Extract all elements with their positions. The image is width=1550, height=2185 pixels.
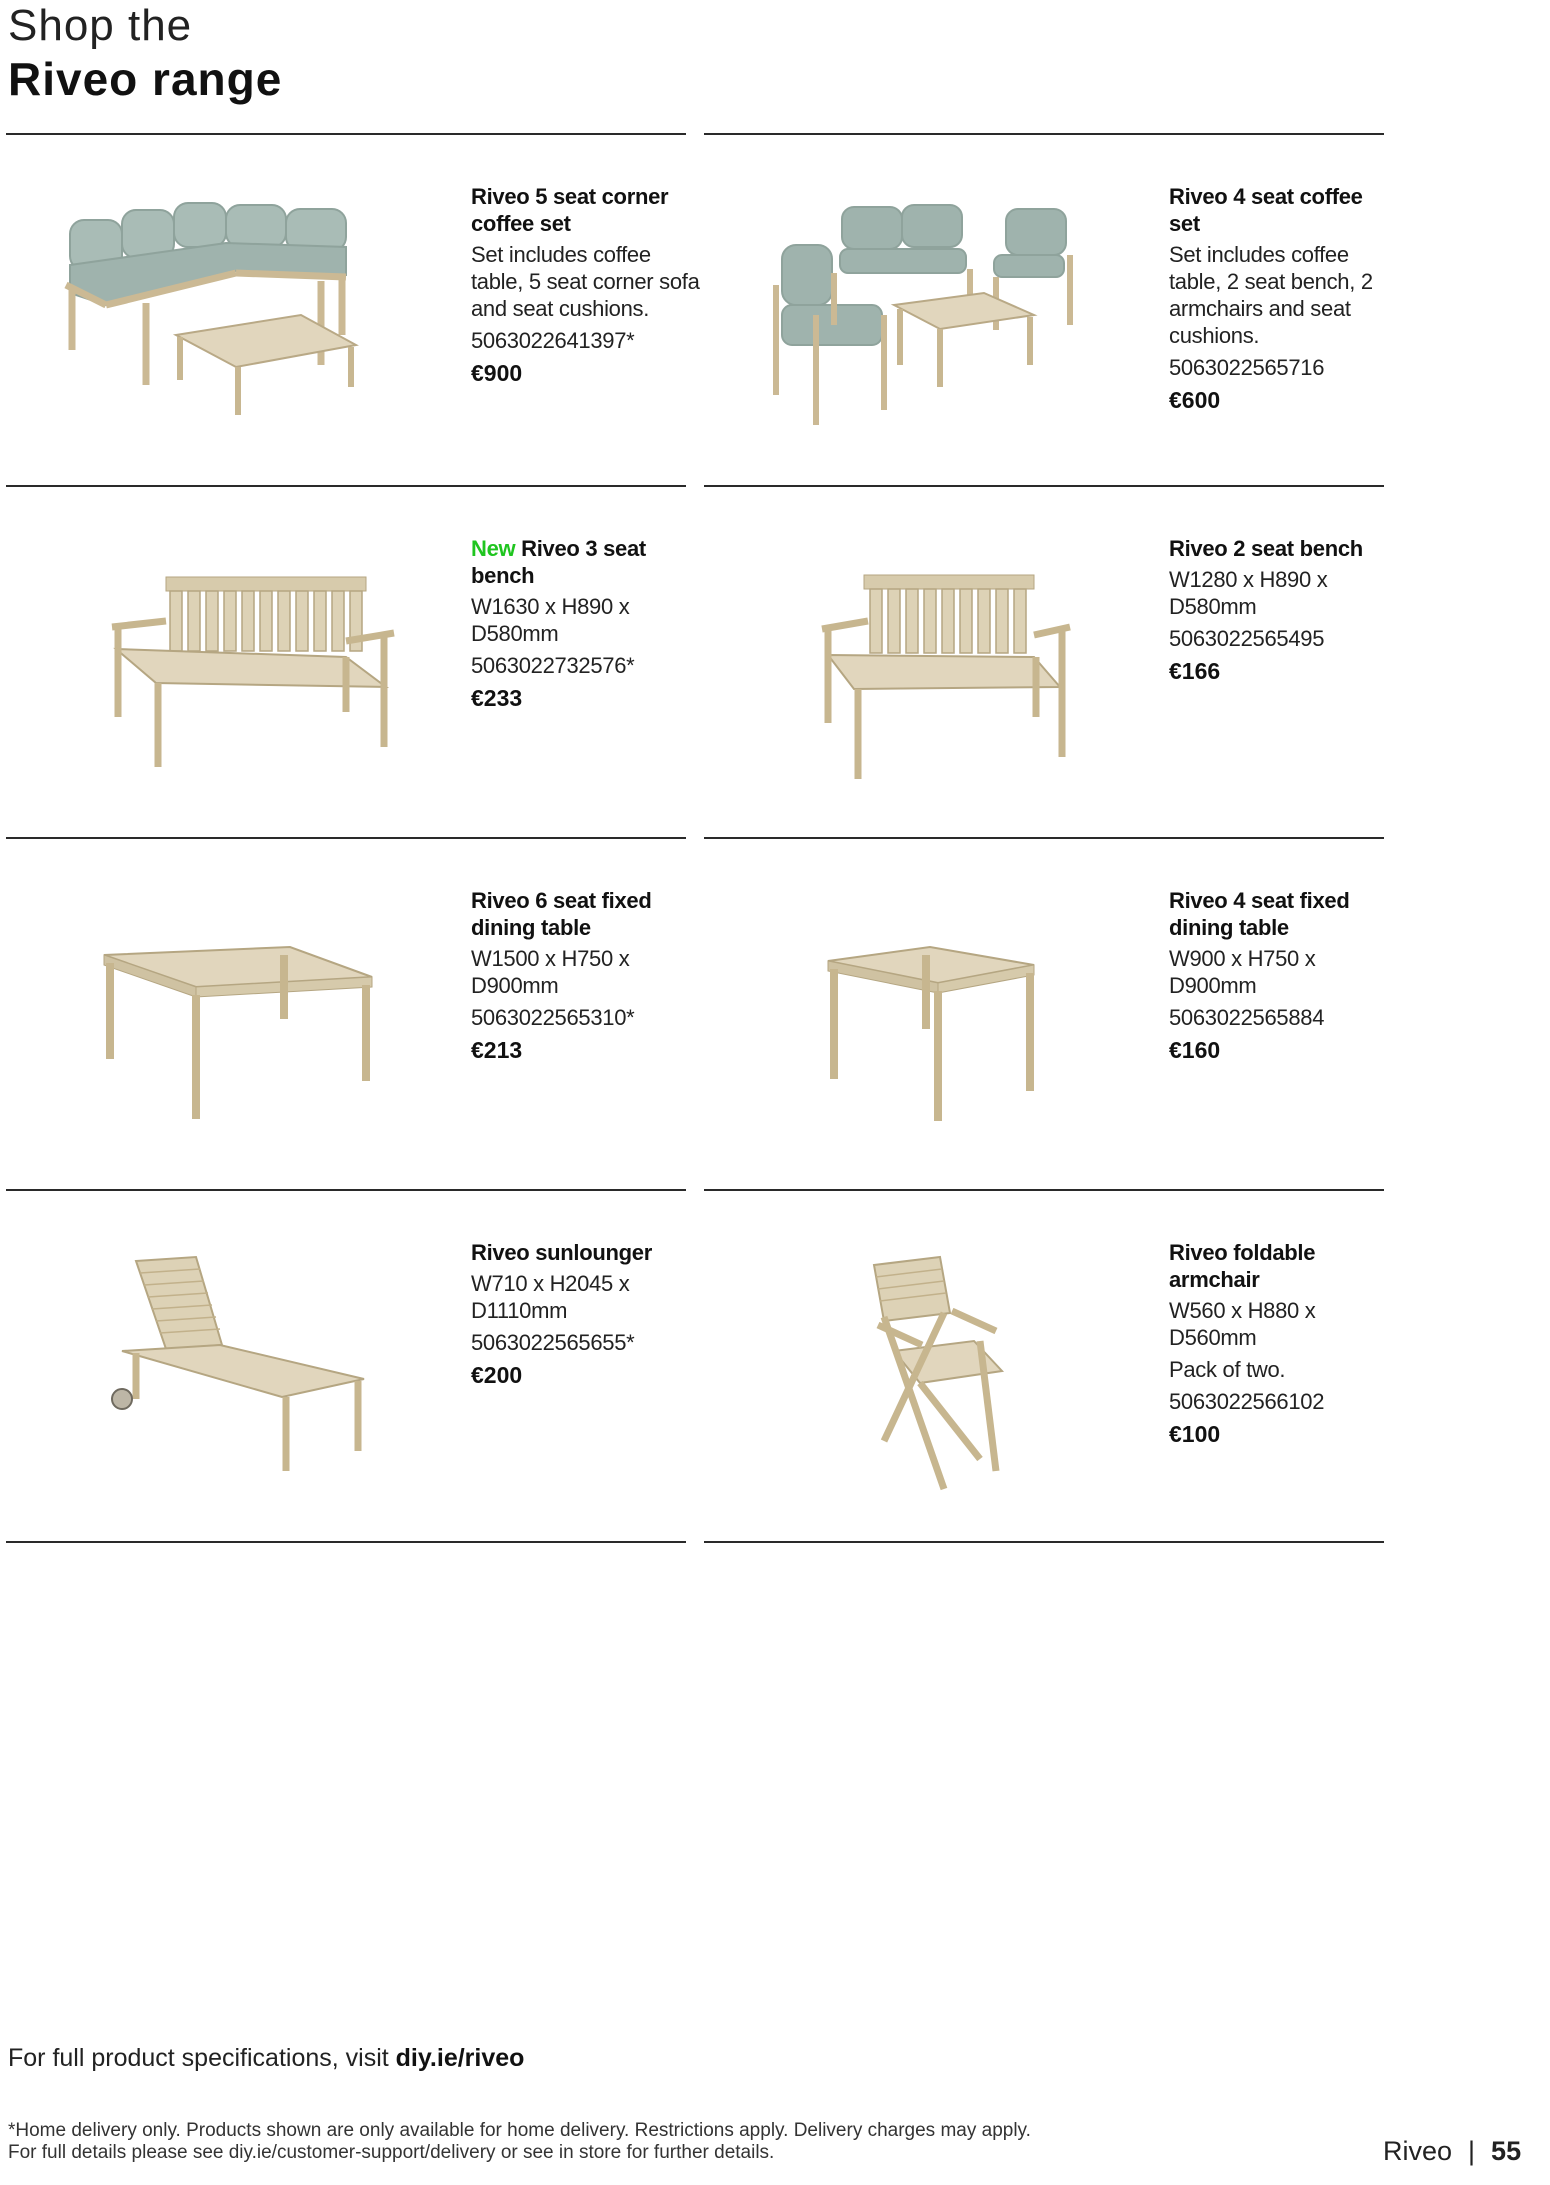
product-dimensions: W1500 x H750 x D900mm [471,946,630,998]
product-code: 5063022732576* [471,653,635,678]
product-image-3-seat-bench[interactable] [6,487,446,839]
product-info [1169,535,1399,686]
product-code: 5063022565884 [1169,1005,1325,1030]
page-separator: | [1468,2136,1476,2166]
new-badge: New [471,536,516,561]
page-heading [8,0,282,106]
product-price: €160 [1169,1037,1221,1063]
product-image-4-seat-table[interactable] [704,839,1144,1191]
product-price: €100 [1169,1421,1221,1447]
product-card[interactable] [704,839,1384,1191]
bench-illustration [744,517,1124,807]
product-price: €233 [471,685,523,711]
product-dimensions: W710 x H2045 x D1110mm [471,1271,630,1323]
product-info [1169,887,1399,1065]
product-info [471,183,701,388]
product-image-2-seat-bench[interactable] [704,487,1144,839]
product-description: Set includes coffee table, 5 seat corner sofa and seat cushions. [471,242,700,321]
heading-line-2: Riveo range [8,53,283,105]
product-dimensions: W900 x H750 x D900mm [1169,946,1316,998]
product-card[interactable] [6,839,686,1191]
armchair-illustration [744,1221,1124,1511]
product-title: Riveo 2 seat bench [1169,536,1363,561]
corner-sofa-illustration [46,165,426,455]
coffee-set-illustration [744,165,1124,455]
product-info [471,1239,701,1390]
product-price: €600 [1169,387,1221,413]
product-image-sunlounger[interactable] [6,1191,446,1543]
product-card[interactable] [704,135,1384,487]
product-pack-note: Pack of two. [1169,1357,1286,1382]
spec-note [8,2044,524,2073]
product-image-corner-sofa-set[interactable] [6,135,446,487]
bench-illustration [46,517,426,807]
disclaimer [8,2120,1031,2164]
product-code: 5063022565495 [1169,626,1325,651]
heading-line-1: Shop the [8,1,193,50]
product-title: Riveo 4 seat coffee set [1169,184,1363,236]
dining-table-illustration [744,869,1124,1159]
product-card[interactable] [6,135,700,487]
product-card[interactable] [704,487,1384,839]
product-price: €900 [471,360,523,386]
product-info [1169,1239,1399,1449]
product-price: €200 [471,1362,523,1388]
page-number: 55 [1491,2136,1522,2166]
product-card[interactable] [6,487,686,839]
product-price: €213 [471,1037,523,1063]
product-code: 5063022565655* [471,1330,635,1355]
product-info [471,887,701,1065]
product-dimensions: W1280 x H890 x D580mm [1169,567,1328,619]
disclaimer-line-1: *Home delivery only. Products shown are only available for home delivery. Restrictions apply. Delivery charges may apply. [8,2120,1031,2141]
product-title: Riveo 5 seat corner coffee set [471,184,669,236]
product-title: Riveo sunlounger [471,1240,652,1265]
spec-link[interactable]: diy.ie/riveo [395,2044,525,2072]
product-image-4-seat-set[interactable] [704,135,1144,487]
product-code: 5063022565716 [1169,355,1325,380]
product-title: Riveo 4 seat fixed dining table [1169,888,1350,940]
product-image-6-seat-table[interactable] [6,839,446,1191]
section-name: Riveo [1383,2136,1453,2166]
sunlounger-illustration [46,1221,426,1511]
page-marker [1383,2136,1521,2167]
product-info [471,535,701,713]
product-code: 5063022565310* [471,1005,635,1030]
product-code: 5063022641397* [471,328,635,353]
product-price: €166 [1169,658,1221,684]
product-image-foldable-armchair[interactable] [704,1191,1144,1543]
dining-table-illustration [46,869,426,1159]
product-title: Riveo foldable armchair [1169,1240,1316,1292]
product-title: New Riveo 3 seat bench [471,536,646,588]
disclaimer-line-2: For full details please see diy.ie/customer-support/delivery or see in store for further details. [8,2142,775,2163]
product-dimensions: W1630 x H890 x D580mm [471,594,630,646]
spec-text: For full product specifications, visit [8,2044,389,2072]
product-info [1169,183,1399,415]
product-code: 5063022566102 [1169,1389,1325,1414]
product-title: Riveo 6 seat fixed dining table [471,888,652,940]
product-description: Set includes coffee table, 2 seat bench, 2 armchairs and seat cushions. [1169,242,1373,348]
product-card[interactable] [704,1191,1384,1543]
product-card[interactable] [6,1191,686,1543]
product-dimensions: W560 x H880 x D560mm [1169,1298,1316,1350]
